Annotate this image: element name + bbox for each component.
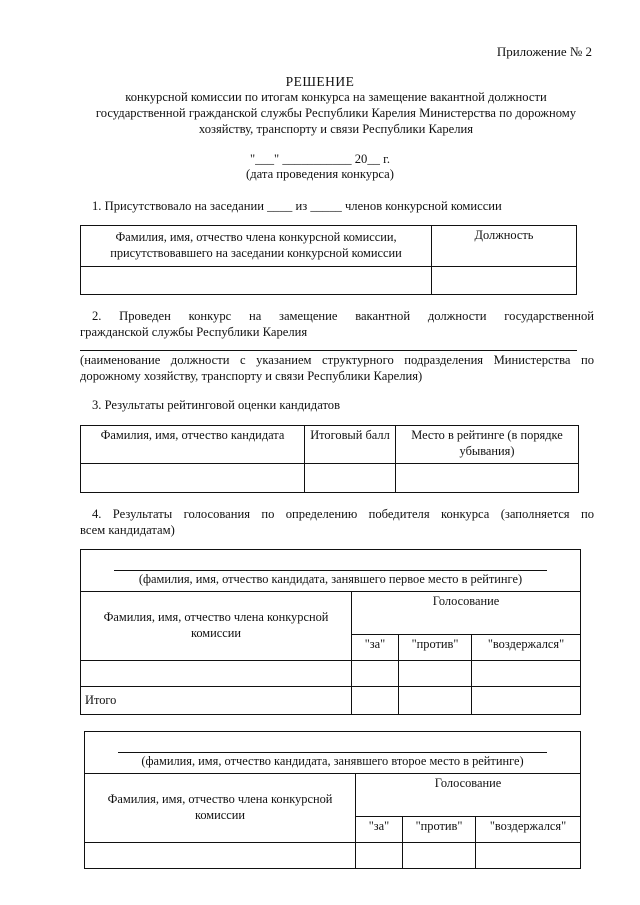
vote-against-header: "против"	[399, 635, 472, 661]
date-line: "___" ___________ 20__ г.	[250, 152, 390, 166]
table-header-vote: Голосование	[352, 592, 581, 635]
table-cell	[352, 687, 399, 715]
section3-text: 3. Результаты рейтинговой оценки кандидатов	[92, 398, 341, 412]
section1-text: 1. Присутствовало на заседании ____ из _____ членов конкурсной комиссии	[92, 199, 502, 213]
table-header-member: Фамилия, имя, отчество члена конкурсной комиссии	[85, 774, 356, 843]
vote-abstain-header: "воздержался"	[472, 635, 581, 661]
position-name-underline	[80, 350, 577, 351]
candidate-second-cell	[85, 732, 581, 774]
appendix-label: Приложение № 2	[496, 44, 592, 59]
table-cell	[352, 661, 399, 687]
table-cell	[399, 661, 472, 687]
section2-line2: гражданской службы Республики Карелия	[80, 325, 308, 340]
table-row-total	[81, 687, 581, 715]
table-row	[81, 464, 579, 493]
table-row	[81, 267, 577, 295]
total-label: Итого	[81, 687, 352, 715]
table-header-vote: Голосование	[356, 774, 581, 817]
document-title: РЕШЕНИЕ	[285, 74, 355, 89]
table-cell	[305, 464, 396, 493]
voting-table-second	[84, 731, 581, 869]
candidate-first-cell	[81, 550, 581, 592]
date-caption: (дата проведения конкурса)	[246, 167, 394, 181]
section4-text	[80, 506, 594, 538]
table-row	[81, 661, 581, 687]
candidate-name-line	[118, 752, 547, 753]
section2-caption: (наименование должности с указанием структурного подразделения Министерства по дорожному хозяйству, транспорту и связи Республики Карелия)	[80, 353, 594, 384]
vote-for-header: "за"	[356, 817, 403, 843]
table-cell	[432, 267, 577, 295]
table-cell	[399, 687, 472, 715]
vote-against-header: "против"	[403, 817, 476, 843]
table-cell	[476, 843, 581, 869]
voting-table-first	[80, 549, 581, 715]
section4-line2: всем кандидатам)	[80, 523, 175, 538]
table-header-candidate: Фамилия, имя, отчество кандидата	[81, 426, 305, 464]
table-header-rank: Место в рейтинге (в порядке убывания)	[396, 426, 579, 464]
table-cell	[472, 687, 581, 715]
candidate-first-caption: (фамилия, имя, отчество кандидата, занявшего первое место в рейтинге)	[138, 572, 523, 587]
table-header-position: Должность	[432, 226, 577, 267]
rating-table	[80, 425, 579, 493]
table-cell	[403, 843, 476, 869]
table-cell	[396, 464, 579, 493]
table-header-score: Итоговый балл	[305, 426, 396, 464]
document-subtitle: конкурсной комиссии по итогам конкурса на замещение вакантной должности государственной гражданской службы Республики Карелия Министерства по дорожному хозяйству, транспорту и связи Республики Карелия	[95, 90, 577, 137]
table-cell	[81, 661, 352, 687]
table-header-member: Фамилия, имя, отчество члена конкурсной комиссии, присутствовавшего на заседании конкурсной комиссии	[81, 226, 432, 267]
section4-line1: 4. Результаты голосования по определению победителя конкурса (заполняется по	[92, 507, 594, 521]
table-header-member: Фамилия, имя, отчество члена конкурсной комиссии	[81, 592, 352, 661]
vote-for-header: "за"	[352, 635, 399, 661]
table-cell	[81, 267, 432, 295]
candidate-name-line	[114, 570, 546, 571]
candidate-second-caption: (фамилия, имя, отчество кандидата, занявшего второе место в рейтинге)	[141, 754, 524, 769]
table-cell	[472, 661, 581, 687]
commission-members-table	[80, 225, 577, 295]
table-cell	[81, 464, 305, 493]
section2-line1: 2. Проведен конкурс на замещение вакантной должности государственной	[92, 309, 594, 323]
vote-abstain-header: "воздержался"	[476, 817, 581, 843]
section2-text	[80, 308, 594, 340]
table-cell	[85, 843, 356, 869]
table-row	[85, 843, 581, 869]
table-cell	[356, 843, 403, 869]
